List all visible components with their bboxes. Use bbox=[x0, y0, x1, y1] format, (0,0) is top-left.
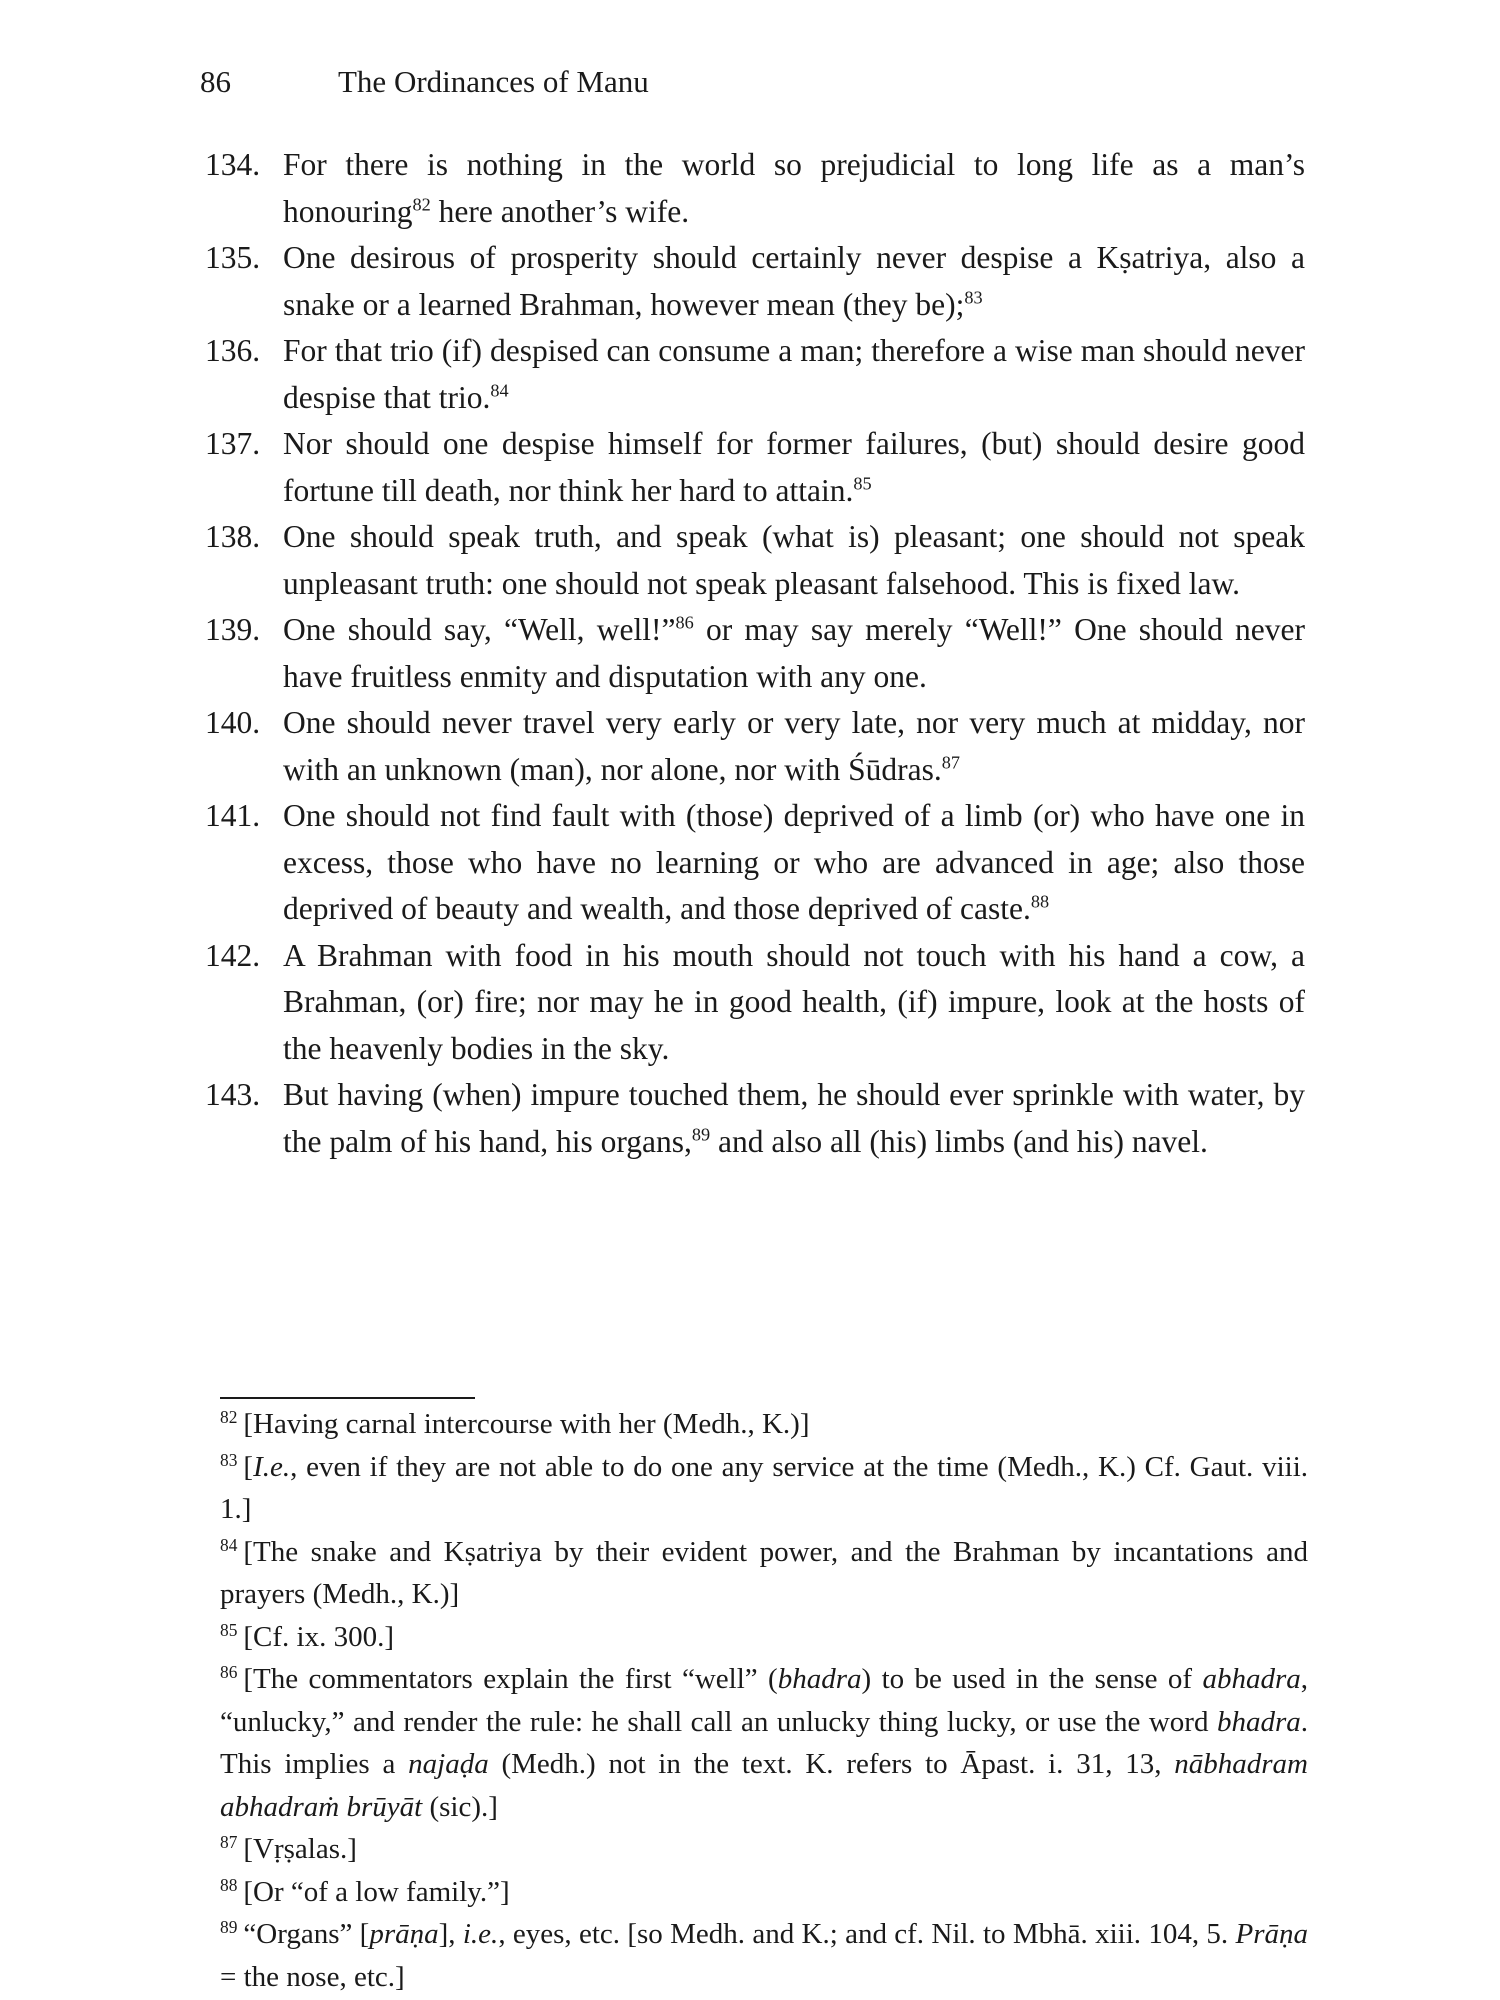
verse-text: Nor should one despise himself for former failures, (but) should desire good fortune till death, nor think her hard to attain. bbox=[283, 426, 1305, 508]
verse-number: 142. bbox=[205, 937, 261, 973]
footnote-text: nābhadram abhadraṁ brūyāt bbox=[220, 1748, 1308, 1823]
verse-text: One should not find fault with (those) deprived of a limb (or) who have one in excess, those who have no learning or who are advanced in age; also those deprived of beauty and wealth, and those deprived of caste. bbox=[283, 798, 1305, 926]
verse-list bbox=[205, 142, 1305, 1165]
footnote bbox=[220, 1871, 1308, 1914]
footnote bbox=[220, 1531, 1308, 1616]
footnote-number: 82 bbox=[220, 1407, 238, 1428]
verse bbox=[205, 235, 1305, 328]
verse-number: 136. bbox=[205, 333, 261, 368]
verse-text: and also all (his) limbs (and his) navel. bbox=[710, 1123, 1208, 1159]
running-head bbox=[200, 62, 649, 102]
footnote-ref: 84 bbox=[490, 380, 509, 401]
verse bbox=[205, 607, 1305, 700]
verse-number: 139. bbox=[205, 612, 261, 647]
footnote-text: [The snake and Kṣatriya by their evident power, and the Brahman by incantations and prayers (Medh., K.)] bbox=[220, 1535, 1308, 1610]
verse bbox=[205, 1072, 1305, 1165]
footnote-ref: 87 bbox=[941, 752, 961, 773]
footnote-divider bbox=[220, 1397, 475, 1399]
verse bbox=[205, 514, 1305, 607]
footnote-text: Prāṇa bbox=[1235, 1918, 1308, 1950]
footnote-ref: 85 bbox=[853, 473, 872, 494]
verse-number: 140. bbox=[205, 705, 261, 740]
footnote-text: bhadra bbox=[777, 1663, 862, 1695]
footnote-text: , even if they are not able to do one any service at the time (Medh., K.) Cf. Gaut. viii. 1.] bbox=[220, 1450, 1308, 1525]
verse-number: 141. bbox=[205, 798, 261, 833]
verse-text: For that trio (if) despised can consume a man; therefore a wise man should never despise that trio. bbox=[283, 333, 1305, 415]
footnote-text: “Organs” [ bbox=[243, 1918, 370, 1950]
footnote-text: (sic).] bbox=[422, 1790, 498, 1823]
footnote-number: 86 bbox=[220, 1662, 238, 1683]
verse bbox=[205, 793, 1305, 933]
footnote-text: i.e. bbox=[462, 1918, 499, 1950]
footnote-number: 85 bbox=[220, 1619, 238, 1640]
footnote-number: 84 bbox=[220, 1534, 238, 1555]
footnote-text: ], bbox=[438, 1918, 463, 1950]
footnote-text: [ bbox=[243, 1450, 254, 1483]
footnote-text: (Medh.) not in the text. K. refers to Āpast. i. 31, 13, bbox=[488, 1748, 1175, 1780]
book-title: The Ordinances of Manu bbox=[338, 64, 649, 99]
footnote bbox=[220, 1828, 1308, 1871]
verse bbox=[205, 328, 1305, 421]
verse-number: 137. bbox=[205, 426, 261, 461]
footnote bbox=[220, 1913, 1308, 1998]
verse-number: 138. bbox=[205, 519, 261, 554]
footnote-text: , eyes, etc. [so Medh. and K.; and cf. Nil. to Mbhā. xiii. 104, 5. bbox=[498, 1918, 1236, 1950]
footnote-text: . This implies a bbox=[220, 1705, 1308, 1780]
footnote-text: = the nose, etc.] bbox=[220, 1960, 405, 1993]
footnote-number: 83 bbox=[220, 1449, 238, 1470]
footnote-ref: 88 bbox=[1030, 891, 1050, 912]
footnote-ref: 86 bbox=[675, 612, 694, 633]
verse-text: One should never travel very early or very late, nor very much at midday, nor with an unknown (man), nor alone, nor with Śūdras. bbox=[283, 705, 1305, 787]
footnote-text: prāṇa bbox=[369, 1918, 439, 1950]
verse-number: 143. bbox=[205, 1077, 261, 1112]
footnote-text: [Vṛṣalas.] bbox=[243, 1833, 357, 1865]
verse-text: One desirous of prosperity should certainly never despise a Kṣatriya, also a snake or a learned Brahman, however mean (they be); bbox=[283, 240, 1305, 322]
footnote-text: [Or “of a low family.”] bbox=[243, 1875, 510, 1908]
verse-text: here another’s wife. bbox=[430, 193, 690, 229]
verse bbox=[205, 142, 1305, 235]
footnote-ref: 82 bbox=[412, 194, 431, 215]
footnote bbox=[220, 1658, 1308, 1828]
footnote-number: 88 bbox=[220, 1874, 238, 1895]
footnote-text: najaḍa bbox=[408, 1748, 489, 1780]
verse-text: One should say, “Well, well!” bbox=[283, 612, 676, 647]
footnote-text: [Having carnal intercourse with her (Medh., K.)] bbox=[243, 1408, 810, 1440]
footnote-list bbox=[220, 1403, 1308, 1998]
verse bbox=[205, 933, 1305, 1073]
verse-text: For there is nothing in the world so prejudicial to long life as a man’s honouring bbox=[283, 147, 1305, 229]
footnote-ref: 89 bbox=[691, 1124, 711, 1145]
footnote-text: bhadra bbox=[1216, 1705, 1301, 1738]
footnote-ref: 83 bbox=[964, 287, 983, 308]
footnote bbox=[220, 1446, 1308, 1531]
footnote bbox=[220, 1403, 1308, 1446]
verse bbox=[205, 421, 1305, 514]
footnote-text: [Cf. ix. 300.] bbox=[243, 1620, 395, 1653]
footnote bbox=[220, 1616, 1308, 1659]
footnote-text: , “unlucky,” and render the rule: he shall call an unlucky thing lucky, or use the word bbox=[220, 1663, 1309, 1738]
footnote-text: abhadra bbox=[1202, 1663, 1301, 1695]
verse-text: But having (when) impure touched them, he should ever sprinkle with water, by the palm of his hand, his organs, bbox=[283, 1077, 1305, 1159]
footnote-number: 89 bbox=[220, 1917, 238, 1938]
verse bbox=[205, 700, 1305, 793]
footnote-text: I.e. bbox=[253, 1450, 291, 1483]
page-number: 86 bbox=[200, 64, 231, 99]
verse-number: 135. bbox=[205, 240, 261, 275]
footnote-text: [The commentators explain the first “well” ( bbox=[243, 1663, 778, 1695]
verse-number: 134. bbox=[205, 147, 261, 182]
footnote-text: ) to be used in the sense of bbox=[861, 1663, 1203, 1695]
verse-text: or may say merely “Well!” One should never have fruitless enmity and disputation with any one. bbox=[283, 612, 1305, 694]
verse-text: A Brahman with food in his mouth should not touch with his hand a cow, a Brahman, (or) fire; nor may he in good health, (if) impure, look at the hosts of the heavenly bodies in the sky. bbox=[283, 937, 1305, 1066]
verse-text: One should speak truth, and speak (what is) pleasant; one should not speak unpleasant truth: one should not speak pleasant falsehood. This is fixed law. bbox=[283, 519, 1305, 601]
footnote-number: 87 bbox=[220, 1832, 238, 1853]
